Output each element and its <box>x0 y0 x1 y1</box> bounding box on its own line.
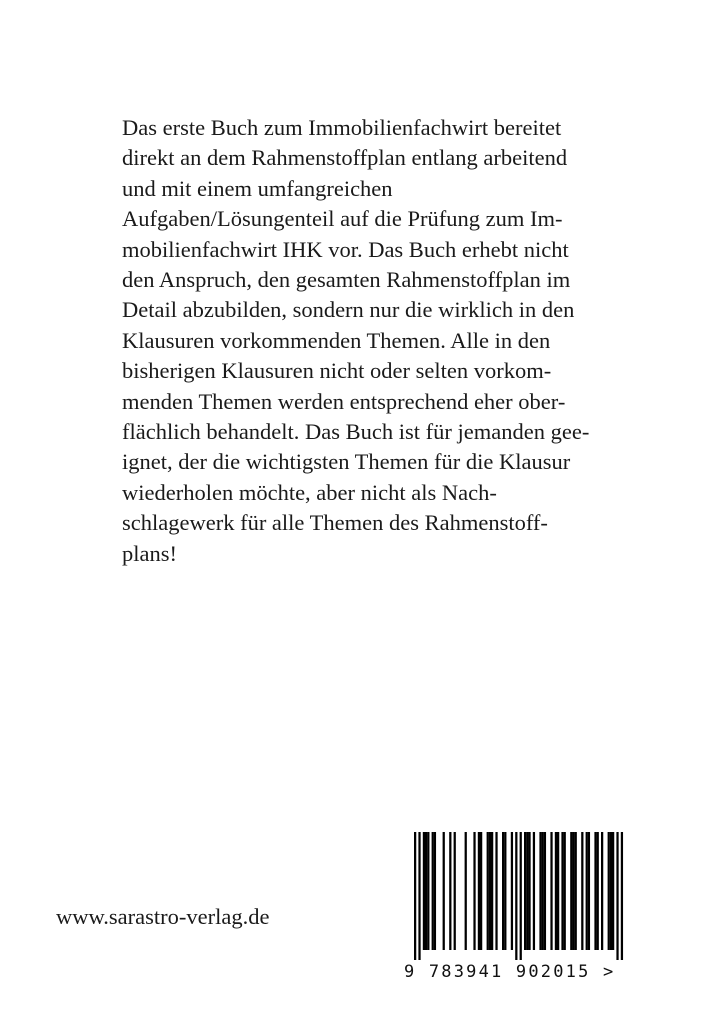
barcode-bar <box>487 832 489 950</box>
barcode-bar <box>504 832 506 950</box>
barcode-bars <box>404 832 642 960</box>
blurb-line: und mit einem umfangreichen <box>122 175 393 201</box>
barcode-bar <box>597 832 599 950</box>
blurb-line: schlagewerk für alle Themen des Rahmenstoff- <box>122 510 548 536</box>
barcode-bar <box>564 832 566 950</box>
barcode-bar <box>594 832 596 950</box>
barcode-bar <box>449 832 451 950</box>
barcode-bar <box>561 832 563 950</box>
barcode-bar <box>526 832 528 950</box>
barcode-bar <box>555 832 557 950</box>
blurb-line: Aufgaben/Lösungenteil auf die Prüfung zum Im- <box>122 206 563 232</box>
barcode-bar <box>423 832 425 950</box>
blurb-line: menden Themen werden entsprechend eher ober- <box>122 388 566 414</box>
barcode-bar <box>601 832 603 950</box>
blurb-line: Detail abzubilden, sondern nur die wirklich in den <box>122 297 575 323</box>
barcode-bar <box>491 832 493 950</box>
barcode-bar <box>570 832 572 950</box>
blurb-line: bisherigen Klausuren nicht oder selten vorkom- <box>122 358 552 384</box>
blurb-line: direkt an dem Rahmenstoffplan entlang arbeitend <box>122 145 568 171</box>
barcode-bar <box>586 832 588 950</box>
barcode-bar <box>511 832 513 950</box>
blurb-line: flächlich behandelt. Das Buch ist für jemanden gee- <box>122 419 590 445</box>
barcode-bar <box>425 832 427 950</box>
barcode-bar <box>581 832 583 950</box>
barcode-bar <box>612 832 614 950</box>
barcode-bar <box>621 832 623 960</box>
barcode-bar <box>502 832 504 950</box>
barcode-bar <box>480 832 482 950</box>
barcode-bar <box>608 832 610 950</box>
isbn-barcode <box>404 832 642 992</box>
barcode-bar <box>588 832 590 950</box>
barcode-bar <box>542 832 544 950</box>
barcode-bar <box>465 832 467 950</box>
blurb-line: mobilienfachwirt IHK vor. Das Buch erhebt nicht <box>122 236 569 262</box>
barcode-bar <box>539 832 541 950</box>
barcode-bar <box>616 832 618 960</box>
barcode-bar <box>418 832 420 960</box>
barcode-bar <box>443 832 445 950</box>
blurb-line: plans! <box>122 540 177 566</box>
barcode-bar <box>533 832 535 950</box>
blurb-line: ignet, der die wichtigsten Themen für die Klausur <box>122 449 571 475</box>
barcode-bar <box>520 832 522 960</box>
barcode-bar <box>478 832 480 950</box>
publisher-url[interactable]: www.sarastro-verlag.de <box>56 904 270 929</box>
barcode-bar <box>515 832 517 960</box>
barcode-bar <box>427 832 429 950</box>
barcode-bar <box>557 832 559 950</box>
blurb-line: den Anspruch, den gesamten Rahmenstoffplan im <box>122 267 571 293</box>
isbn-digits: 9 783941 902015 > <box>404 962 616 982</box>
barcode-bar <box>432 832 434 950</box>
barcode-bar <box>550 832 552 950</box>
barcode-bar <box>473 832 475 950</box>
blurb-line: Das erste Buch zum Immobilienfachwirt bereitet <box>122 115 562 140</box>
barcode-bar <box>528 832 530 950</box>
blurb-line: Klausuren vorkommenden Themen. Alle in den <box>122 327 551 353</box>
barcode-bar <box>610 832 612 950</box>
barcode-bar <box>414 832 416 960</box>
barcode-bar <box>434 832 436 950</box>
blurb-text <box>122 113 602 569</box>
barcode-bar <box>544 832 546 950</box>
barcode-bar <box>572 832 574 950</box>
barcode-bar <box>454 832 456 950</box>
barcode-bar <box>489 832 491 950</box>
barcode-bar <box>495 832 497 950</box>
barcode-bar <box>575 832 577 950</box>
barcode-bar <box>524 832 526 950</box>
blurb-line: wiederholen möchte, aber nicht als Nach- <box>122 479 497 505</box>
